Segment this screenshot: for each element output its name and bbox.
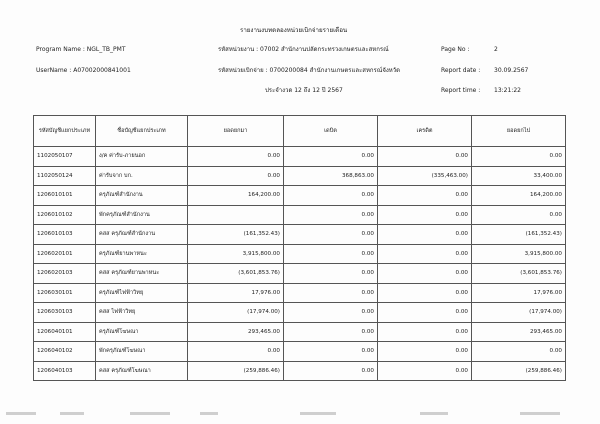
debit-cell: 0.00 bbox=[284, 303, 378, 323]
credit-cell: 0.00 bbox=[378, 322, 472, 342]
account-name-cell: พักครุภัณฑ์สำนักงาน bbox=[96, 205, 188, 225]
debit-cell: 0.00 bbox=[284, 205, 378, 225]
credit-cell: (335,463.00) bbox=[378, 166, 472, 186]
col-header-credit: เครดิต bbox=[378, 116, 472, 147]
credit-cell: 0.00 bbox=[378, 225, 472, 245]
brought-forward-cell: (161,352.43) bbox=[188, 225, 284, 245]
carried-forward-cell: 33,400.00 bbox=[472, 166, 566, 186]
table-row bbox=[34, 186, 566, 206]
debit-cell: 0.00 bbox=[284, 244, 378, 264]
brought-forward-cell: 0.00 bbox=[188, 342, 284, 362]
credit-cell: 0.00 bbox=[378, 264, 472, 284]
brought-forward-cell: (17,974.00) bbox=[188, 303, 284, 323]
debit-cell: 0.00 bbox=[284, 342, 378, 362]
credit-cell: 0.00 bbox=[378, 283, 472, 303]
debit-cell: 0.00 bbox=[284, 147, 378, 167]
carried-forward-cell: 0.00 bbox=[472, 147, 566, 167]
account-code-cell: 1206040102 bbox=[34, 342, 96, 362]
table-row bbox=[34, 244, 566, 264]
account-code-cell: 1206040103 bbox=[34, 361, 96, 381]
credit-cell: 0.00 bbox=[378, 147, 472, 167]
debit-cell: 0.00 bbox=[284, 225, 378, 245]
table-row bbox=[34, 361, 566, 381]
account-name-cell: คสส ไฟฟ้าวิทยุ bbox=[96, 303, 188, 323]
table-row bbox=[34, 147, 566, 167]
account-code-cell: 1206030101 bbox=[34, 283, 96, 303]
brought-forward-cell: 293,465.00 bbox=[188, 322, 284, 342]
credit-cell: 0.00 bbox=[378, 342, 472, 362]
debit-cell: 0.00 bbox=[284, 283, 378, 303]
carried-forward-cell: (17,974.00) bbox=[472, 303, 566, 323]
account-code-cell: 1102050124 bbox=[34, 166, 96, 186]
page-no-label: Page No : bbox=[441, 46, 470, 53]
credit-cell: 0.00 bbox=[378, 361, 472, 381]
carried-forward-cell: (161,352.43) bbox=[472, 225, 566, 245]
col-header-debit: เดบิต bbox=[284, 116, 378, 147]
page-no-value: 2 bbox=[494, 46, 498, 53]
brought-forward-cell: 17,976.00 bbox=[188, 283, 284, 303]
account-name-cell: คสส ครุภัณฑ์โฆษณา bbox=[96, 361, 188, 381]
debit-cell: 0.00 bbox=[284, 322, 378, 342]
agency-code: รหัสหน่วยงาน : 07002 สำนักงานปลัดกระทรวงเกษตรและสหกรณ์ bbox=[218, 46, 389, 53]
brought-forward-cell: 0.00 bbox=[188, 166, 284, 186]
carried-forward-cell: 17,976.00 bbox=[472, 283, 566, 303]
credit-cell: 0.00 bbox=[378, 244, 472, 264]
program-name: Program Name : NGL_TB_PMT bbox=[36, 46, 126, 53]
report-date-label: Report date : bbox=[441, 67, 481, 74]
brought-forward-cell: (259,886.46) bbox=[188, 361, 284, 381]
col-header-account-name: ชื่อบัญชีแยกประเภท bbox=[96, 116, 188, 147]
username: UserName : A07002000841001 bbox=[36, 67, 131, 74]
table-row bbox=[34, 166, 566, 186]
account-name-cell: คสส ครุภัณฑ์สำนักงาน bbox=[96, 225, 188, 245]
report-time-value: 13:21:22 bbox=[494, 87, 521, 94]
carried-forward-cell: 293,465.00 bbox=[472, 322, 566, 342]
table-row bbox=[34, 303, 566, 323]
col-header-account-code: รหัสบัญชีแยกประเภท bbox=[34, 116, 96, 147]
carried-forward-cell: 3,915,800.00 bbox=[472, 244, 566, 264]
brought-forward-cell: 3,915,800.00 bbox=[188, 244, 284, 264]
table-row bbox=[34, 205, 566, 225]
col-header-carried-forward: ยอดยกไป bbox=[472, 116, 566, 147]
report-title: รายงานงบทดลองหน่วยเบิกจ่ายรายเดือน bbox=[240, 27, 348, 34]
debit-cell: 0.00 bbox=[284, 361, 378, 381]
account-code-cell: 1206020103 bbox=[34, 264, 96, 284]
account-code-cell: 1206040101 bbox=[34, 322, 96, 342]
table-row bbox=[34, 283, 566, 303]
carried-forward-cell: 0.00 bbox=[472, 342, 566, 362]
report-time-label: Report time : bbox=[441, 87, 481, 94]
credit-cell: 0.00 bbox=[378, 303, 472, 323]
table-row bbox=[34, 322, 566, 342]
account-name-cell: พักครุภัณฑ์โฆษณา bbox=[96, 342, 188, 362]
account-name-cell: ครุภัณฑ์ยานพาหนะ bbox=[96, 244, 188, 264]
account-code-cell: 1206010102 bbox=[34, 205, 96, 225]
account-name-cell: ครุภัณฑ์โฆษณา bbox=[96, 322, 188, 342]
table-row bbox=[34, 264, 566, 284]
carried-forward-cell: 0.00 bbox=[472, 205, 566, 225]
account-code-cell: 1206010101 bbox=[34, 186, 96, 206]
brought-forward-cell: (3,601,853.76) bbox=[188, 264, 284, 284]
debit-cell: 0.00 bbox=[284, 186, 378, 206]
account-name-cell: คสส ครุภัณฑ์ยานพาหนะ bbox=[96, 264, 188, 284]
account-code-cell: 1206020101 bbox=[34, 244, 96, 264]
account-code-cell: 1206010103 bbox=[34, 225, 96, 245]
table-row bbox=[34, 342, 566, 362]
carried-forward-cell: (3,601,853.76) bbox=[472, 264, 566, 284]
scan-edge bbox=[0, 412, 600, 424]
credit-cell: 0.00 bbox=[378, 186, 472, 206]
trial-balance-table bbox=[33, 115, 566, 381]
carried-forward-cell: 164,200.00 bbox=[472, 186, 566, 206]
account-name-cell: ครุภัณฑ์สำนักงาน bbox=[96, 186, 188, 206]
brought-forward-cell: 0.00 bbox=[188, 147, 284, 167]
report-date-value: 30.09.2567 bbox=[494, 67, 529, 74]
brought-forward-cell bbox=[188, 205, 284, 225]
debit-cell: 0.00 bbox=[284, 264, 378, 284]
table-row bbox=[34, 225, 566, 245]
account-name-cell: ครุภัณฑ์ไฟฟ้าวิทยุ bbox=[96, 283, 188, 303]
account-code-cell: 1102050107 bbox=[34, 147, 96, 167]
credit-cell: 0.00 bbox=[378, 205, 472, 225]
brought-forward-cell: 164,200.00 bbox=[188, 186, 284, 206]
col-header-brought-forward: ยอดยกมา bbox=[188, 116, 284, 147]
disbursing-unit: รหัสหน่วยเบิกจ่าย : 0700200084 สำนักงานเกษตรและสหกรณ์จังหวัด bbox=[218, 67, 400, 74]
account-code-cell: 1206030103 bbox=[34, 303, 96, 323]
debit-cell: 368,863.00 bbox=[284, 166, 378, 186]
report-period: ประจำงวด 12 ถึง 12 ปี 2567 bbox=[265, 87, 343, 94]
table-header-row bbox=[34, 116, 566, 147]
account-name-cell: ค่ารับจาก บก. bbox=[96, 166, 188, 186]
table-body bbox=[34, 147, 566, 381]
carried-forward-cell: (259,886.46) bbox=[472, 361, 566, 381]
account-name-cell: ง/ค ค่ารับ-ภายนอก bbox=[96, 147, 188, 167]
